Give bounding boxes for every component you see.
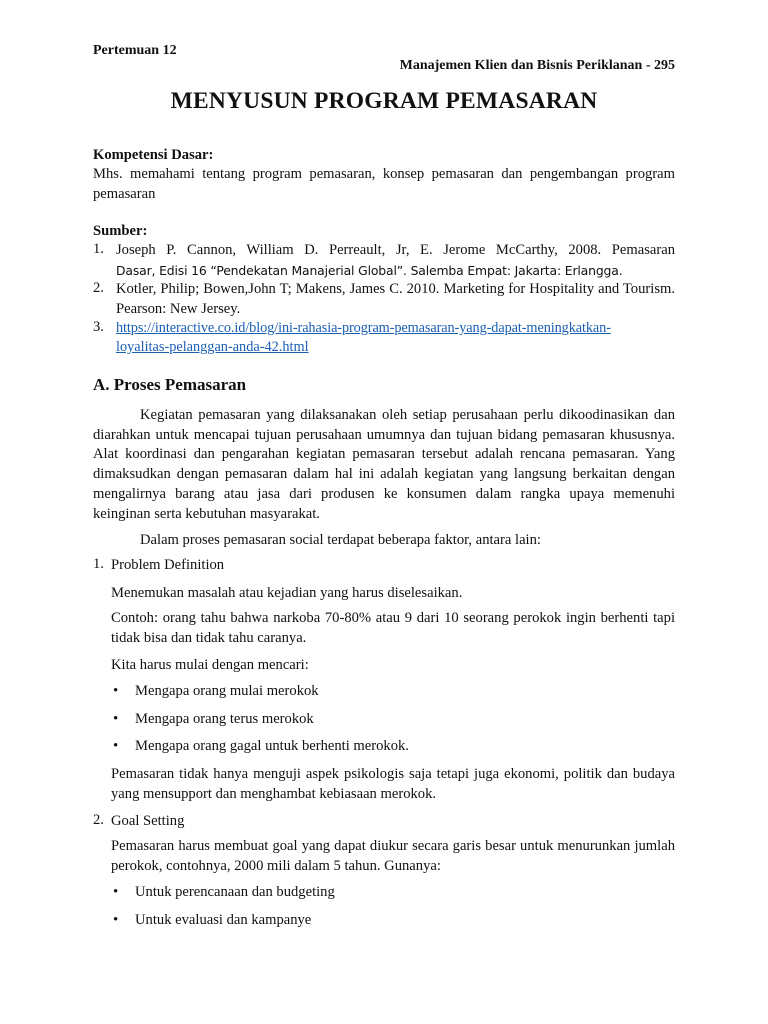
sumber-item-1-line1: Joseph P. Cannon, William D. Perreault, Jr, E. Jerome McCarthy, 2008. Pemasaran (116, 242, 675, 258)
sumber-item-2: Kotler, Philip; Bowen,John T; Makens, James C. 2010. Marketing for Hospitality and Tourism. Pearson: New Jersey. (116, 281, 675, 317)
bullet-item: Mengapa orang gagal untuk berhenti merokok. (135, 738, 409, 754)
paragraph-intro: Kegiatan pemasaran yang dilaksanakan oleh setiap perusahaan perlu dikoodinasikan dan diarahkan untuk mencapai tujuan perusahaan umumnya dan tujuan bidang pemasaran khususnya. Alat koordinasi dan pengarahan kegiatan pemasaran tersebut adalah rencana pemasaran. Yang dimaksudkan dengan pemasaran dalam hal ini adalah kegiatan yang langsung berkaitan dengan mengalirnya barang atau jasa dari produsen ke konsumen dalam rangka upaya memenuhi keinginan serta kebutuhan masyarakat. (93, 407, 675, 522)
bullet-dot: • (113, 884, 119, 900)
bullet-item: Untuk evaluasi dan kampanye (135, 912, 312, 928)
factor-example: Contoh: orang tahu bahwa narkoba 70-80% atau 9 dari 10 seorang perokok ingin berhenti tapi tidak bisa dan tidak tahu caranya. (111, 610, 675, 646)
bullet-dot: • (113, 912, 119, 928)
factor-title: Problem Definition (111, 557, 225, 573)
meeting-label: Pertemuan 12 (93, 43, 177, 58)
sumber-label: Sumber: (93, 223, 148, 239)
kompetensi-text: Mhs. memahami tentang program pemasaran, konsep pemasaran dan pengembangan program pemasaran (93, 166, 675, 202)
factor-paragraph: Kita harus mulai dengan mencari: (111, 657, 309, 673)
kompetensi-label: Kompetensi Dasar: (93, 147, 214, 163)
sumber-item-1-line2: Dasar, Edisi 16 “Pendekatan Manajerial Global”. Salemba Empat: Jakarta: Erlangga. (116, 263, 623, 278)
course-page-header: Manajemen Klien dan Bisnis Periklanan - 295 (399, 58, 675, 73)
factor-paragraph: Pemasaran tidak hanya menguji aspek psikologis saja tetapi juga ekonomi, politik dan budaya yang mensupport dan menghambat kebiasaan merokok. (111, 766, 675, 802)
factor-number: 2. (93, 812, 104, 828)
bullet-item: Mengapa orang terus merokok (135, 711, 314, 727)
bullet-dot: • (113, 711, 119, 727)
paragraph-factors-intro: Dalam proses pemasaran social terdapat beberapa faktor, antara lain: (140, 532, 541, 548)
sumber-number: 1. (93, 241, 104, 257)
bullet-item: Mengapa orang mulai merokok (135, 683, 319, 699)
sumber-link-line2[interactable]: loyalitas-pelanggan-anda-42.html (116, 339, 309, 355)
section-heading: A. Proses Pemasaran (93, 375, 247, 394)
sumber-number: 2. (93, 280, 104, 296)
bullet-dot: • (113, 738, 119, 754)
factor-title: Goal Setting (111, 813, 185, 829)
bullet-item: Untuk perencanaan dan budgeting (135, 884, 335, 900)
sumber-number: 3. (93, 319, 104, 335)
sumber-link-line1[interactable]: https://interactive.co.id/blog/ini-rahasia-program-pemasaran-yang-dapat-meningkatkan- (116, 320, 611, 336)
factor-paragraph: Menemukan masalah atau kejadian yang harus diselesaikan. (111, 585, 463, 601)
page-title: MENYUSUN PROGRAM PEMASARAN (170, 88, 598, 114)
factor-paragraph: Pemasaran harus membuat goal yang dapat diukur secara garis besar untuk menurunkan jumlah perokok, contohnya, 2000 mili dalam 5 tahun. Gunanya: (111, 838, 675, 874)
factor-number: 1. (93, 556, 104, 572)
bullet-dot: • (113, 683, 119, 699)
